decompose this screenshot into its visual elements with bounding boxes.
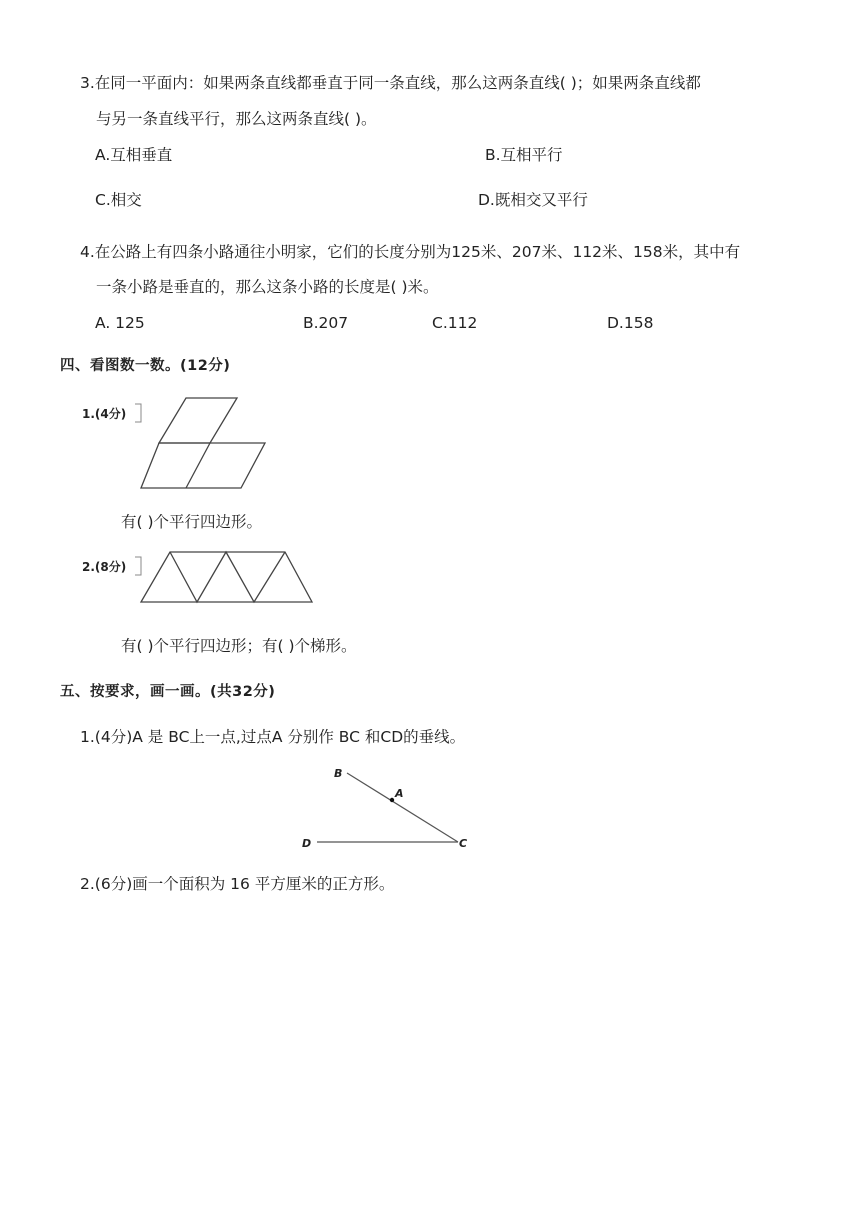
label-a: A bbox=[395, 787, 404, 800]
q4-option-b[interactable]: B.207 bbox=[303, 314, 349, 332]
section4-item2-label: 2.(8分) bbox=[82, 560, 127, 574]
section5-title: 五、按要求，画一画。(共32分) bbox=[60, 684, 276, 700]
q4-option-d[interactable]: D.158 bbox=[607, 314, 654, 332]
q4-line2: 一条小路是垂直的，那么这条小路的长度是( )米。 bbox=[96, 278, 439, 296]
q3-line2: 与另一条直线平行，那么这两条直线( )。 bbox=[96, 110, 377, 128]
section4-item1-label: 1.(4分) bbox=[82, 407, 127, 421]
q4-option-a[interactable]: A. 125 bbox=[95, 314, 145, 332]
point-a bbox=[390, 798, 394, 802]
label-d: D bbox=[302, 837, 312, 850]
q4-line1: 4.在公路上有四条小路通往小明家，它们的长度分别为125米、207米、112米、158米，其中有 bbox=[80, 243, 741, 261]
q3-line1: 3.在同一平面内：如果两条直线都垂直于同一条直线，那么这两条直线( )；如果两条直线都 bbox=[80, 74, 701, 92]
section5-item2-text: 2.(6分)画一个面积为 16 平方厘米的正方形。 bbox=[80, 875, 395, 893]
section4-title: 四、看图数一数。(12分) bbox=[60, 358, 231, 374]
bracket-mark-1 bbox=[135, 404, 141, 422]
bracket-mark-2 bbox=[135, 557, 141, 575]
q3-option-d[interactable]: D.既相交又平行 bbox=[478, 191, 588, 209]
q3-option-b[interactable]: B.互相平行 bbox=[485, 146, 563, 164]
parallelogram-figure bbox=[141, 398, 265, 488]
label-b: B bbox=[334, 767, 343, 780]
section4-item1-answer: 有( )个平行四边形。 bbox=[121, 513, 263, 531]
section5-item1-text: 1.(4分)A 是 BC上一点,过点A 分别作 BC 和CD的垂线。 bbox=[80, 728, 466, 746]
label-c: C bbox=[459, 837, 468, 850]
trapezoid-figure bbox=[141, 552, 312, 602]
q4-option-c[interactable]: C.112 bbox=[432, 314, 478, 332]
q3-option-c[interactable]: C.相交 bbox=[95, 191, 142, 209]
section4-item2-answer: 有( )个平行四边形；有( )个梯形。 bbox=[121, 637, 357, 655]
q3-option-a[interactable]: A.互相垂直 bbox=[95, 146, 173, 164]
